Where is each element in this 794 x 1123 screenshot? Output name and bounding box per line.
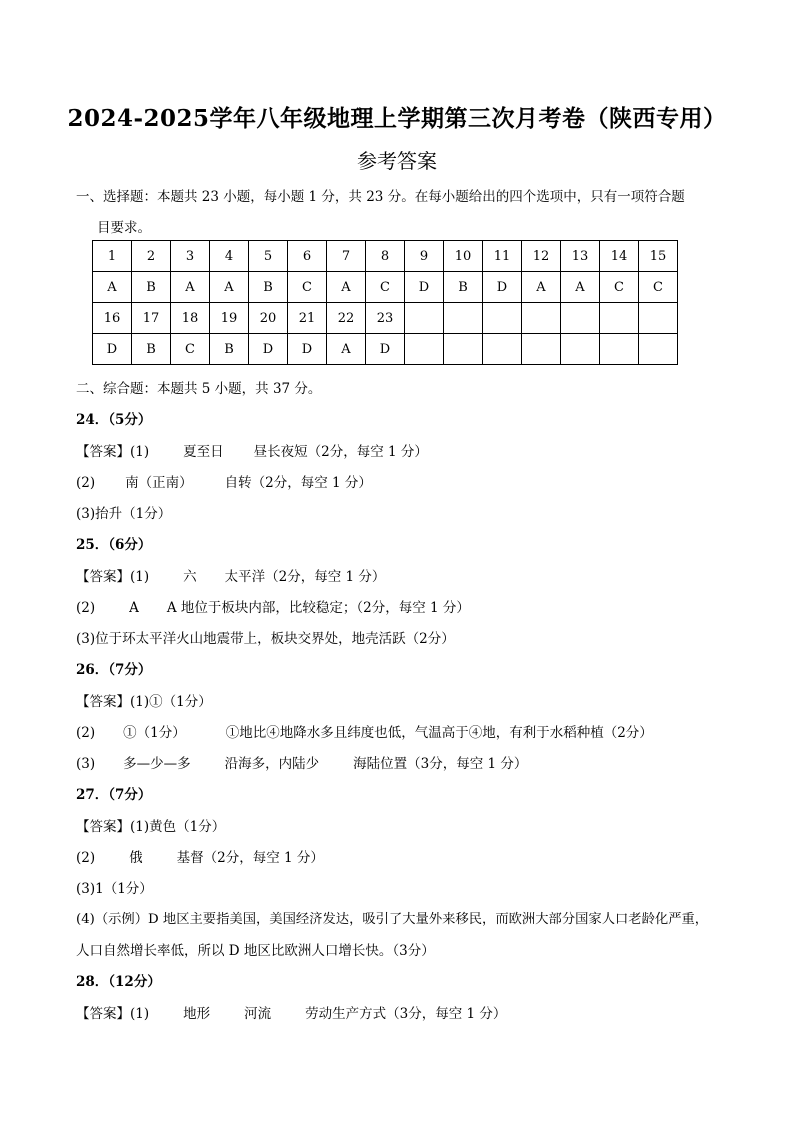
table-cell bbox=[405, 303, 444, 334]
table-cell: 10 bbox=[444, 241, 483, 272]
answer-tag: (2) bbox=[76, 725, 96, 741]
q27-answer-1: 【答案】(1)黄色（1分） bbox=[76, 819, 226, 835]
choice-answer-table bbox=[92, 240, 678, 365]
q24-answer-3: (3)抬升（1分） bbox=[76, 506, 172, 522]
answer-text: 夏至日 bbox=[183, 444, 224, 460]
table-cell: A bbox=[327, 334, 366, 365]
q27-number: 27．（7分） bbox=[76, 787, 152, 803]
answer-text: 昼长夜短（2分，每空 1 分） bbox=[253, 444, 428, 460]
table-cell: 7 bbox=[327, 241, 366, 272]
table-cell: C bbox=[288, 272, 327, 303]
table-row bbox=[93, 241, 678, 272]
table-cell: 14 bbox=[600, 241, 639, 272]
answer-text: 南（正南） bbox=[125, 475, 193, 491]
q25-number: 25．（6分） bbox=[76, 537, 152, 553]
q26-answer-1: 【答案】(1)①（1分） bbox=[76, 694, 212, 710]
answer-tag: (2) bbox=[76, 850, 96, 866]
table-cell bbox=[444, 303, 483, 334]
answer-text: A bbox=[129, 600, 139, 616]
section2-heading: 二、综合题：本题共 5 小题，共 37 分。 bbox=[76, 381, 322, 397]
table-row bbox=[93, 334, 678, 365]
table-cell: 9 bbox=[405, 241, 444, 272]
q28-answer-1 bbox=[76, 1002, 506, 1022]
table-cell: 18 bbox=[171, 303, 210, 334]
table-cell bbox=[600, 303, 639, 334]
table-cell: A bbox=[171, 272, 210, 303]
table-row bbox=[93, 303, 678, 334]
answer-tag: 【答案】(1) bbox=[76, 1006, 150, 1022]
table-cell: D bbox=[288, 334, 327, 365]
table-cell: 13 bbox=[561, 241, 600, 272]
table-cell: A bbox=[561, 272, 600, 303]
table-cell bbox=[483, 334, 522, 365]
table-cell: 15 bbox=[639, 241, 678, 272]
q27-answer-4-line2: 人口自然增长率低，所以 D 地区比欧洲人口增长快。（3分） bbox=[76, 943, 435, 959]
q26-answer-3 bbox=[76, 752, 527, 772]
table-cell bbox=[405, 334, 444, 365]
table-cell: C bbox=[171, 334, 210, 365]
table-cell: 2 bbox=[132, 241, 171, 272]
table-cell: B bbox=[210, 334, 249, 365]
table-cell bbox=[561, 334, 600, 365]
q27-answer-3: (3)1（1分） bbox=[76, 881, 153, 897]
answer-text: 六 bbox=[183, 569, 197, 585]
q24-answer-2 bbox=[76, 471, 372, 491]
section1-intro-line1: 一、选择题：本题共 23 小题，每小题 1 分，共 23 分。在每小题给出的四个选项中，只有一项符合题 bbox=[76, 189, 685, 205]
answer-text: 地形 bbox=[183, 1006, 211, 1022]
table-cell: 20 bbox=[249, 303, 288, 334]
q27-answer-4-line1: (4)（示例）D 地区主要指美国，美国经济发达，吸引了大量外来移民，而欧洲大部分国家人口老龄化严重， bbox=[76, 912, 709, 927]
table-cell: B bbox=[444, 272, 483, 303]
answer-text: 沿海多，内陆少 bbox=[224, 756, 320, 772]
q26-number: 26．（7分） bbox=[76, 662, 152, 678]
answer-text: 劳动生产方式（3分，每空 1 分） bbox=[305, 1006, 507, 1022]
q25-answer-1 bbox=[76, 565, 385, 585]
table-cell: B bbox=[132, 272, 171, 303]
answer-text: 河流 bbox=[244, 1006, 272, 1022]
q24-number: 24．（5分） bbox=[76, 412, 152, 428]
answer-tag: (2) bbox=[76, 600, 96, 616]
table-cell: 8 bbox=[366, 241, 405, 272]
table-cell: 11 bbox=[483, 241, 522, 272]
table-cell bbox=[522, 334, 561, 365]
q27-answer-2 bbox=[76, 846, 324, 866]
table-cell bbox=[639, 334, 678, 365]
table-cell: A bbox=[93, 272, 132, 303]
table-cell: 19 bbox=[210, 303, 249, 334]
answer-text: 太平洋（2分，每空 1 分） bbox=[224, 569, 386, 585]
answer-text: 自转（2分，每空 1 分） bbox=[224, 475, 372, 491]
answer-tag: 【答案】(1) bbox=[76, 569, 150, 585]
answer-text: 基督（2分，每空 1 分） bbox=[176, 850, 324, 866]
table-cell bbox=[522, 303, 561, 334]
table-cell bbox=[600, 334, 639, 365]
table-cell: D bbox=[249, 334, 288, 365]
table-cell: 6 bbox=[288, 241, 327, 272]
section1-intro-line2: 目要求。 bbox=[97, 220, 151, 236]
table-cell bbox=[561, 303, 600, 334]
answer-text: 海陆位置（3分，每空 1 分） bbox=[353, 756, 528, 772]
table-cell: D bbox=[483, 272, 522, 303]
q26-answer-2 bbox=[76, 721, 653, 741]
table-cell bbox=[639, 303, 678, 334]
table-cell: 3 bbox=[171, 241, 210, 272]
table-cell: 4 bbox=[210, 241, 249, 272]
answer-text: A 地位于板块内部，比较稳定；（2分，每空 1 分） bbox=[166, 600, 470, 616]
answer-tag: (2) bbox=[76, 475, 96, 491]
table-cell bbox=[483, 303, 522, 334]
q24-answer-1 bbox=[76, 440, 428, 460]
table-cell: 16 bbox=[93, 303, 132, 334]
table-cell: C bbox=[639, 272, 678, 303]
table-cell: D bbox=[93, 334, 132, 365]
table-cell: 17 bbox=[132, 303, 171, 334]
table-cell: D bbox=[405, 272, 444, 303]
table-row bbox=[93, 272, 678, 303]
q28-number: 28．（12分） bbox=[76, 974, 161, 990]
table-cell: 23 bbox=[366, 303, 405, 334]
table-cell: A bbox=[522, 272, 561, 303]
table-cell: C bbox=[366, 272, 405, 303]
answer-text: 俄 bbox=[129, 850, 143, 866]
page-title: 2024-2025学年八年级地理上学期第三次月考卷（陕西专用） bbox=[67, 105, 727, 132]
answer-text: ①（1分） bbox=[123, 725, 186, 741]
table-cell: 21 bbox=[288, 303, 327, 334]
q25-answer-3: (3)位于环太平洋火山地震带上，板块交界处，地壳活跃（2分） bbox=[76, 631, 455, 647]
table-cell: 1 bbox=[93, 241, 132, 272]
table-cell: 5 bbox=[249, 241, 288, 272]
answer-tag: 【答案】(1) bbox=[76, 444, 150, 460]
table-cell: 12 bbox=[522, 241, 561, 272]
page-subtitle: 参考答案 bbox=[357, 149, 437, 173]
table-cell: B bbox=[132, 334, 171, 365]
q25-answer-2 bbox=[76, 596, 470, 616]
table-cell: C bbox=[600, 272, 639, 303]
table-cell: A bbox=[210, 272, 249, 303]
table-cell: A bbox=[327, 272, 366, 303]
answer-tag: (3) bbox=[76, 756, 96, 772]
table-cell: 22 bbox=[327, 303, 366, 334]
table-cell: D bbox=[366, 334, 405, 365]
table-cell: B bbox=[249, 272, 288, 303]
table-cell bbox=[444, 334, 483, 365]
answer-text: 多—少—多 bbox=[123, 756, 191, 772]
answer-text: ①地比④地降水多且纬度也低，气温高于④地，有利于水稻种植（2分） bbox=[225, 725, 653, 741]
